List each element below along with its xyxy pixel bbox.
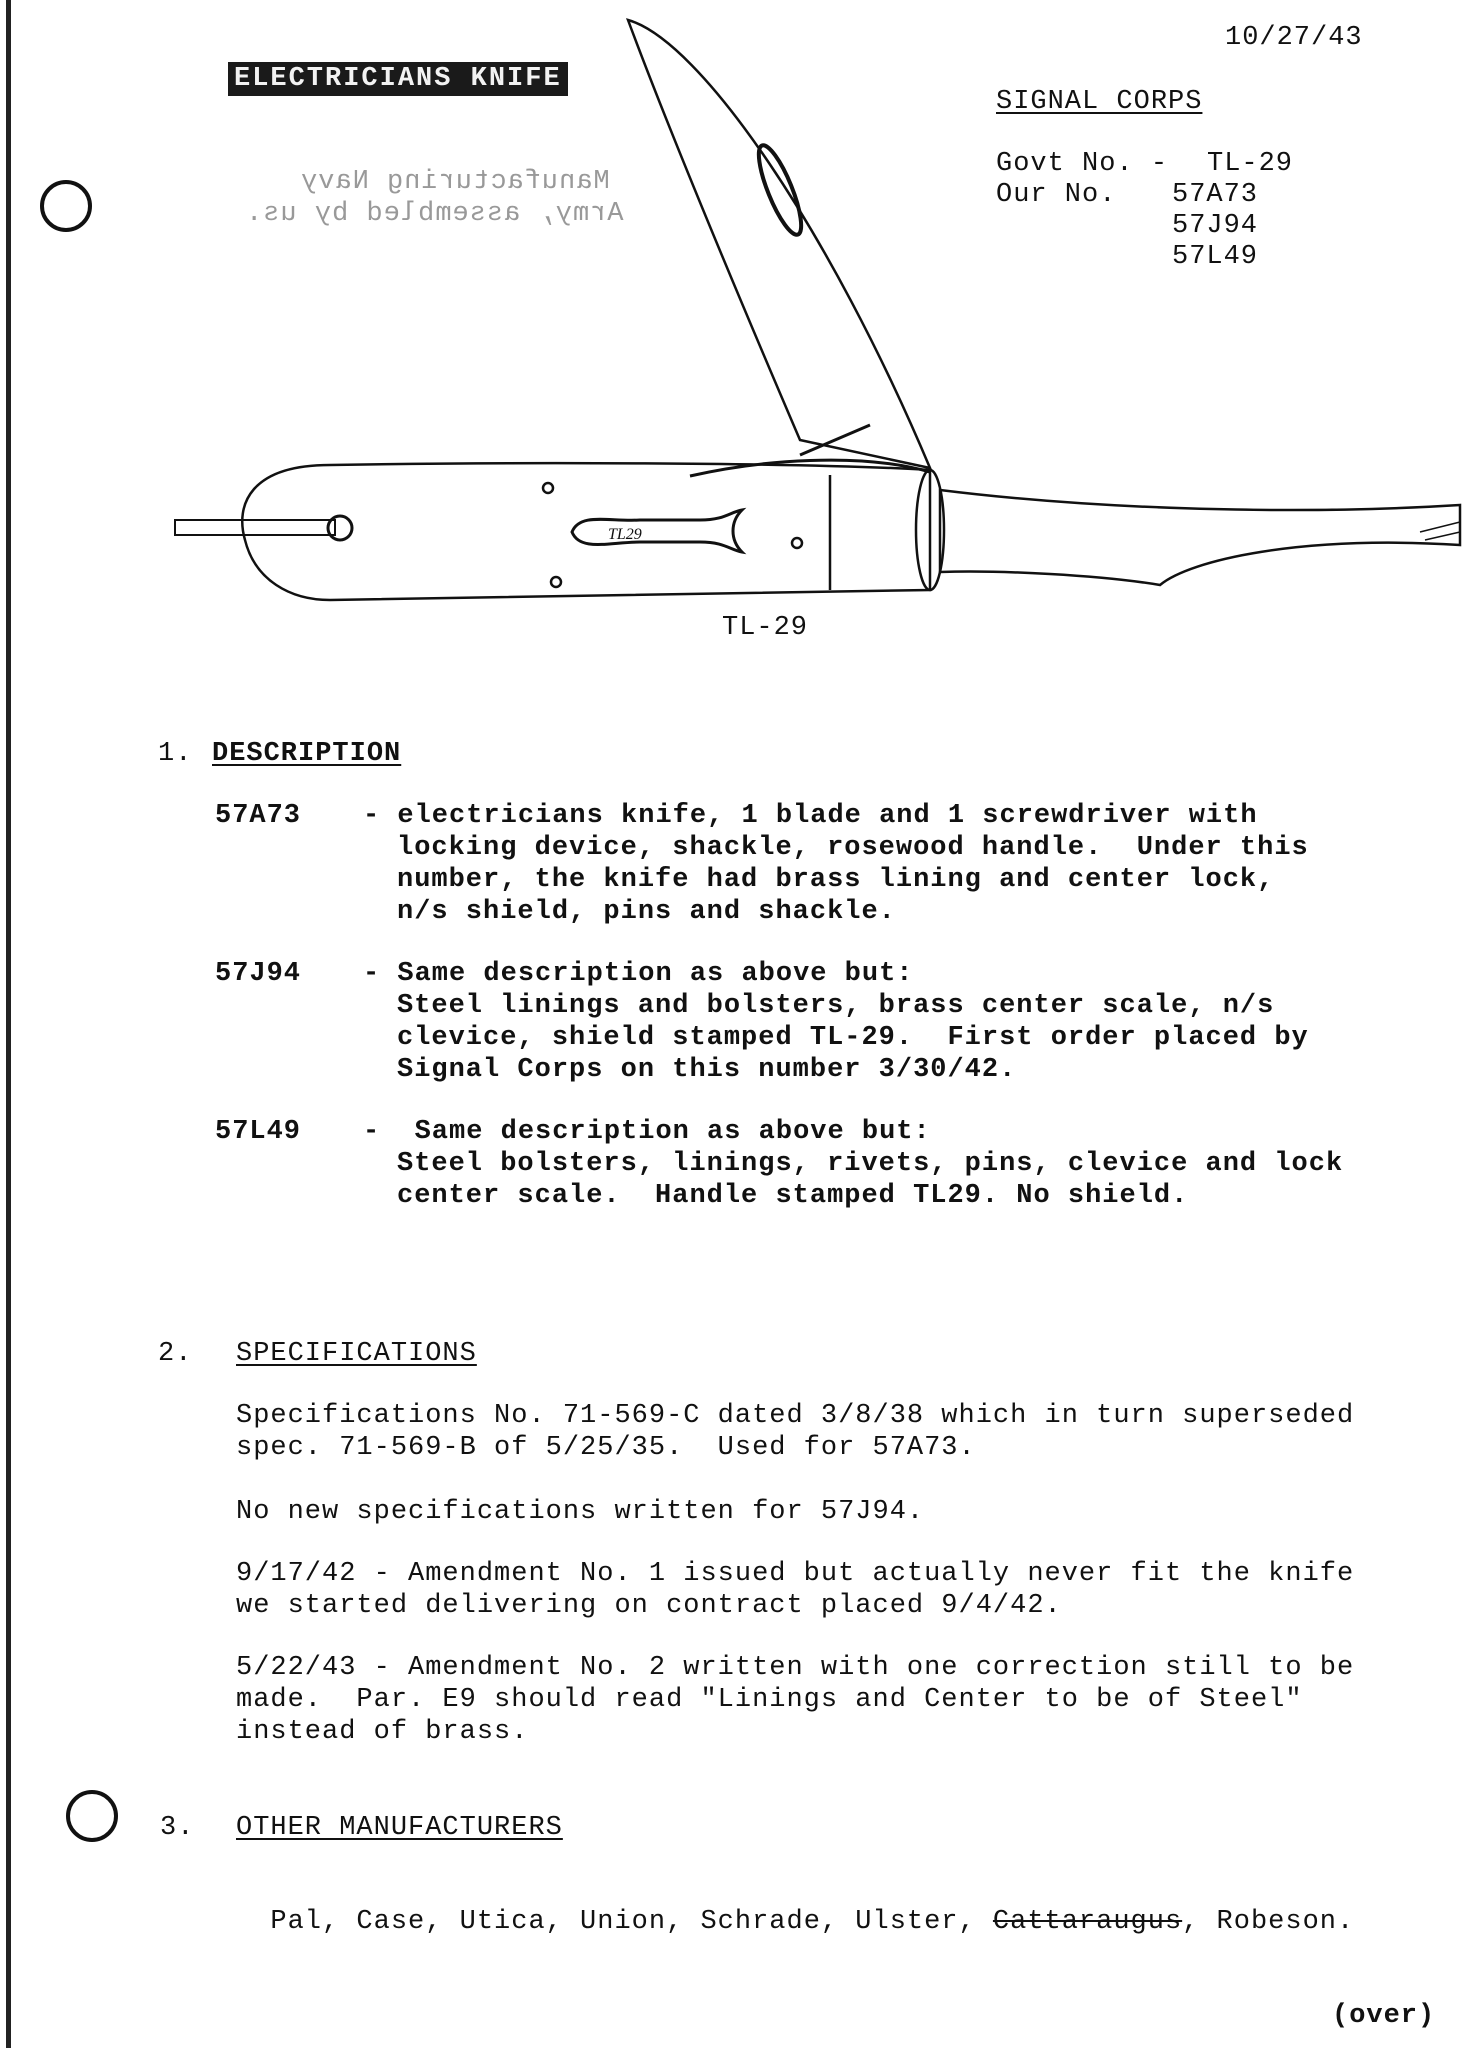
- knife-illustration: [0, 0, 1470, 660]
- section-3-number: 3.: [160, 1813, 195, 1843]
- manufacturers-list: [236, 1874, 1354, 1938]
- shield-text: TL29: [608, 526, 642, 543]
- description-item: [215, 1116, 1344, 1211]
- description-line: clevice, shield stamped TL-29. First order placed by: [397, 1023, 1309, 1053]
- knife-handle: [242, 463, 930, 600]
- item-code: 57J94: [215, 959, 302, 989]
- punch-hole-bottom: [66, 1790, 118, 1842]
- section-3-heading: OTHER MANUFACTURERS: [236, 1813, 563, 1843]
- our-number-value: 57L49: [1172, 242, 1259, 272]
- illustration-caption: TL-29: [722, 613, 809, 643]
- spec-line: spec. 71-569-B of 5/25/35. Used for 57A73.: [236, 1433, 976, 1463]
- document-date: 10/27/43: [1225, 23, 1363, 53]
- govt-number-value: TL-29: [1207, 149, 1294, 179]
- description-line: Steel linings and bolsters, brass center scale, n/s: [397, 991, 1275, 1021]
- description-line: - Same description as above but:: [363, 959, 914, 989]
- spec-line: 9/17/42 - Amendment No. 1 issued but actually never fit the knife: [236, 1559, 1355, 1589]
- our-number-value: 57J94: [1172, 211, 1259, 241]
- blade-nail-mark: [751, 141, 809, 239]
- knife-blade: [628, 20, 930, 468]
- spec-line: 5/22/43 - Amendment No. 2 written with one correction still to be: [236, 1653, 1355, 1683]
- handle-pin: [543, 483, 553, 493]
- manufacturers-prefix: Pal, Case, Utica, Union, Schrade, Ulster,: [270, 1907, 993, 1937]
- spec-line: Specifications No. 71-569-C dated 3/8/38 which in turn superseded: [236, 1401, 1355, 1431]
- shackle-ring: [328, 516, 352, 540]
- screwdriver-blade: [940, 490, 1460, 585]
- section-1-heading: DESCRIPTION: [212, 739, 402, 769]
- manufacturers-suffix: , Robeson.: [1182, 1907, 1355, 1937]
- our-number-label: Our No.: [996, 180, 1117, 210]
- description-line: number, the knife had brass lining and center lock,: [397, 865, 1275, 895]
- spec-paragraph: [236, 1652, 1354, 1748]
- spec-paragraph: [236, 1558, 1354, 1622]
- handle-pin: [792, 538, 802, 548]
- spec-paragraph: [236, 1496, 924, 1528]
- description-line: - Same description as above but:: [363, 1117, 931, 1147]
- spec-paragraph: [236, 1400, 1354, 1464]
- govt-number-label: Govt No. -: [996, 149, 1169, 179]
- handle-shield: [572, 510, 742, 552]
- our-number-value: 57A73: [1172, 180, 1259, 210]
- handle-pin: [551, 577, 561, 587]
- department-heading: SIGNAL CORPS: [996, 87, 1203, 117]
- description-line: center scale. Handle stamped TL29. No shield.: [397, 1181, 1189, 1211]
- section-1-number: 1.: [158, 739, 193, 769]
- description-line: n/s shield, pins and shackle.: [397, 897, 896, 927]
- manufacturer-struck: Cattaraugus: [992, 1907, 1183, 1937]
- description-line: locking device, shackle, rosewood handle. Under this: [397, 833, 1309, 863]
- over-note: (over): [1332, 2001, 1436, 2031]
- section-2-heading: SPECIFICATIONS: [236, 1339, 477, 1369]
- spec-line: No new specifications written for 57J94.: [236, 1497, 925, 1527]
- description-line: - electricians knife, 1 blade and 1 screwdriver with: [363, 801, 1258, 831]
- mirrored-text-line-1: Manufacturing Navy: [300, 167, 610, 197]
- description-item: [215, 958, 1309, 1085]
- spec-line: instead of brass.: [236, 1717, 529, 1747]
- description-line: Signal Corps on this number 3/30/42.: [397, 1055, 1017, 1085]
- shackle: [175, 520, 335, 535]
- document-title: ELECTRICIANS KNIFE: [228, 62, 568, 96]
- description-item: [215, 800, 1309, 927]
- spec-line: made. Par. E9 should read "Linings and Center to be of Steel": [236, 1685, 1303, 1715]
- item-code: 57L49: [215, 1117, 302, 1147]
- spec-line: we started delivering on contract placed 9/4/42.: [236, 1591, 1062, 1621]
- description-line: Steel bolsters, linings, rivets, pins, clevice and lock: [397, 1149, 1344, 1179]
- item-code: 57A73: [215, 801, 302, 831]
- mirrored-text-line-2: Army, assembled by us.: [245, 199, 624, 229]
- section-2-number: 2.: [158, 1339, 193, 1369]
